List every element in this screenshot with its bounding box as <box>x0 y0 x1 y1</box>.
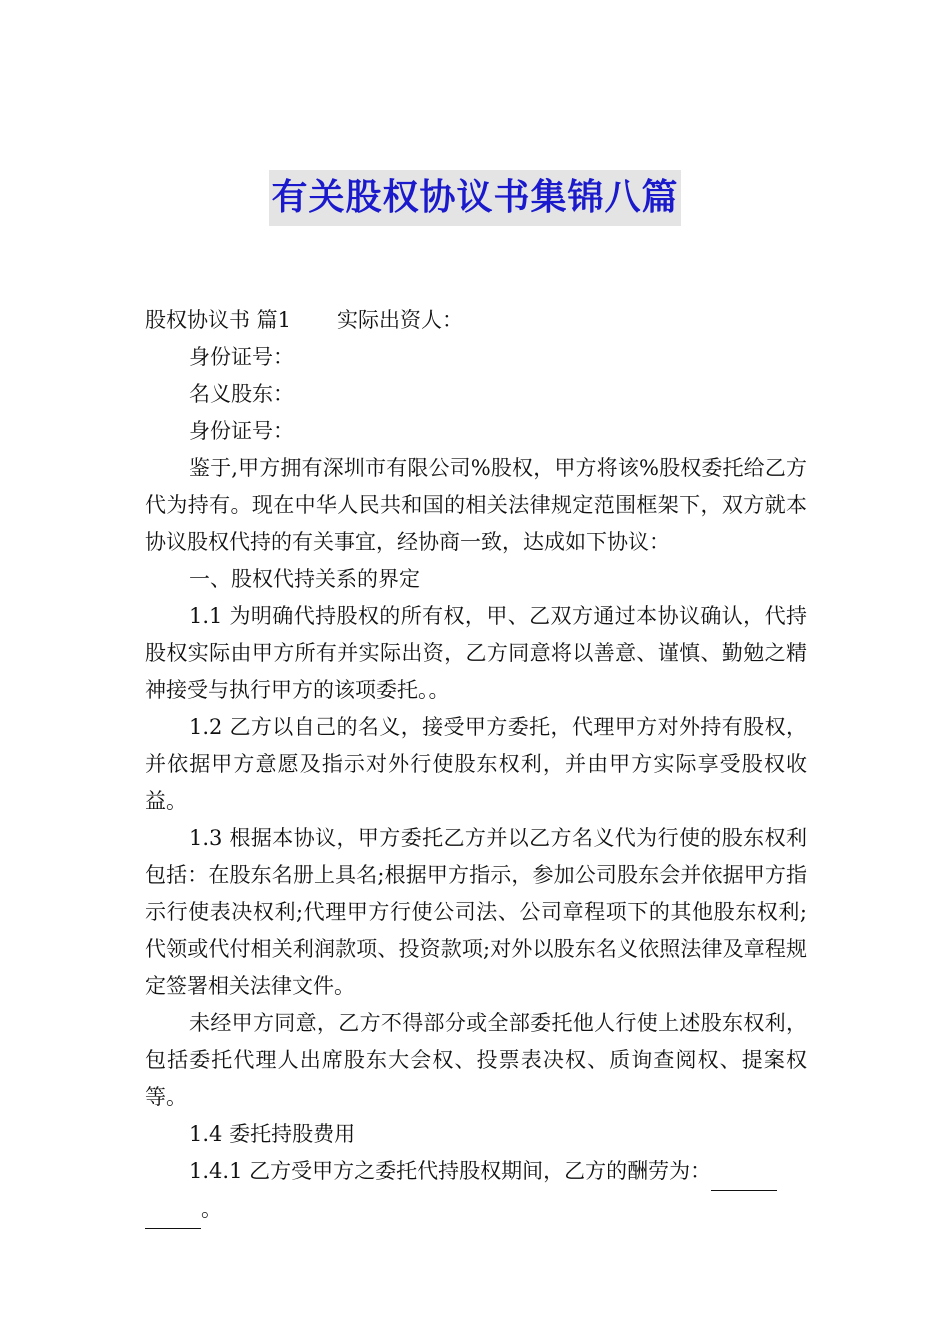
fee-blank-line-continued <box>145 1191 201 1229</box>
actual-investor-label: 实际出资人： <box>337 308 464 332</box>
clause-1-1: 1.1 为明确代持股权的所有权，甲、乙双方通过本协议确认，代持股权实际由甲方所有并实际出资，乙方同意将以善意、谨慎、勤勉之精神接受与执行甲方的该项委托。。 <box>145 604 807 702</box>
clause-1-3-note: 未经甲方同意，乙方不得部分或全部委托他人行使上述股东权利，包括委托代理人出席股东大会权、投票表决权、质询查阅权、提案权等。 <box>145 1011 807 1109</box>
document-title-row <box>0 170 950 226</box>
document-body <box>145 302 807 1229</box>
id-number-field-1: 身份证号： <box>189 345 294 369</box>
clause-1-4: 1.4 委托持股费用 <box>189 1122 356 1146</box>
document-title: 有关股权协议书集锦八篇 <box>269 170 680 226</box>
clause-1-4-1 <box>145 1153 807 1229</box>
id-number-field-2: 身份证号： <box>189 419 294 443</box>
part-label: 股权协议书 篇1 <box>145 308 292 332</box>
clause-1-3: 1.3 根据本协议，甲方委托乙方并以乙方名义代为行使的股东权利包括：在股东名册上具名;根据甲方指示，参加公司股东会并依据甲方指示行使表决权利;代理甲方行使公司法、公司章程项下的其他股东权利;代领或代付相关利润款项、投资款项;对外以股东名义依照法律及章程规定签署相关法律文件。 <box>145 826 807 998</box>
part-heading-line <box>145 302 807 339</box>
clause-1-2: 1.2 乙方以自己的名义，接受甲方委托，代理甲方对外持有股权，并依据甲方意愿及指示对外行使股东权利，并由甲方实际享受股权收益。 <box>145 715 807 813</box>
whereas-paragraph: 鉴于,甲方拥有深圳市有限公司%股权，甲方将该%股权委托给乙方代为持有。现在中华人民共和国的相关法律规定范围框架下，双方就本协议股权代持的有关事宜，经协商一致，达成如下协议： <box>145 456 807 554</box>
nominal-shareholder-field: 名义股东： <box>189 382 294 406</box>
section-heading-1: 一、股权代持关系的界定 <box>189 567 420 591</box>
clause-1-4-1-text: 1.4.1 乙方受甲方之委托代持股权期间，乙方的酬劳为： <box>189 1159 712 1183</box>
fee-blank-line <box>711 1153 777 1191</box>
clause-1-4-1-end: 。 <box>201 1197 222 1221</box>
